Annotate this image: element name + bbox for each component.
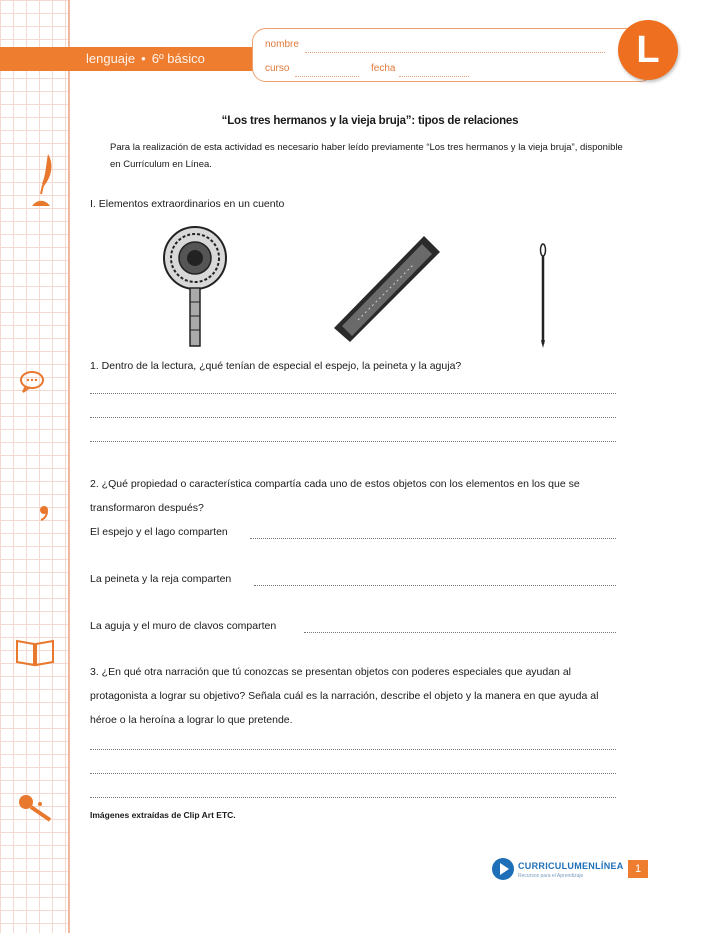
logo-text: CURRICULUMENLÍNEA xyxy=(518,861,624,871)
subject-separator: • xyxy=(141,51,146,66)
microphone-icon xyxy=(16,792,56,824)
answer-line[interactable] xyxy=(90,772,616,774)
grade-label: 6º básico xyxy=(151,51,205,66)
comma-icon xyxy=(38,505,50,521)
answer-prompt-comb-fence: La peineta y la reja comparten xyxy=(90,573,232,585)
course-field[interactable] xyxy=(295,75,359,77)
speech-bubble-icon xyxy=(18,370,46,394)
name-label: nombre xyxy=(265,39,299,50)
answer-prompt-needle-wall: La aguja y el muro de clavos comparten xyxy=(90,620,277,632)
curriculum-logo[interactable] xyxy=(492,856,622,884)
answer-line[interactable] xyxy=(90,796,616,798)
margin-rule xyxy=(68,0,70,933)
subject-badge: L xyxy=(618,20,678,80)
intro-paragraph: Para la realización de esta actividad es necesario haber leído previamente “Los tres hermanos y la vieja bruja”, disponible en Currículum en Línea. xyxy=(110,142,623,170)
date-label: fecha xyxy=(371,63,396,74)
needle-illustration xyxy=(536,240,550,350)
answer-line[interactable] xyxy=(90,392,616,394)
answer-prompt-mirror-lake: El espejo y el lago comparten xyxy=(90,526,228,538)
page-title: “Los tres hermanos y la vieja bruja”: tipos de relaciones xyxy=(221,115,519,127)
page-number: 1 xyxy=(628,860,648,878)
answer-line[interactable] xyxy=(90,748,616,750)
play-icon xyxy=(492,858,514,880)
comb-illustration xyxy=(328,230,444,342)
answer-line[interactable] xyxy=(304,631,616,633)
open-book-icon xyxy=(14,636,56,668)
question-2: 2. ¿Qué propiedad o característica compartía cada uno de estos objetos con los elementos en los que se transformaron después? xyxy=(90,478,580,514)
answer-line[interactable] xyxy=(250,537,616,539)
subject-band xyxy=(0,47,260,71)
name-field[interactable] xyxy=(305,51,605,53)
question-1: 1. Dentro de la lectura, ¿qué tenían de especial el espejo, la peineta y la aguja? xyxy=(90,360,462,372)
question-3: 3. ¿En qué otra narración que tú conozcas se presentan objetos con poderes especiales que ayudan al protagonista a lograr su objetivo? Señala cuál es la narración, describe el objeto y la manera en que ayuda al héroe o la heroína a lograr lo que pretende. xyxy=(90,666,599,726)
image-credit: Imágenes extraídas de Clip Art ETC. xyxy=(90,810,236,820)
mirror-illustration xyxy=(160,222,230,350)
section-heading: I. Elementos extraordinarios en un cuento xyxy=(90,198,285,210)
answer-line[interactable] xyxy=(90,416,616,418)
student-info-box xyxy=(252,28,654,82)
subject-label: lenguaje xyxy=(86,51,136,66)
quill-pen-icon xyxy=(30,150,60,210)
date-field[interactable] xyxy=(399,75,469,77)
course-label: curso xyxy=(265,63,290,74)
answer-line[interactable] xyxy=(254,584,616,586)
logo-subtitle: Recursos para el Aprendizaje xyxy=(518,873,584,879)
answer-line[interactable] xyxy=(90,440,616,442)
